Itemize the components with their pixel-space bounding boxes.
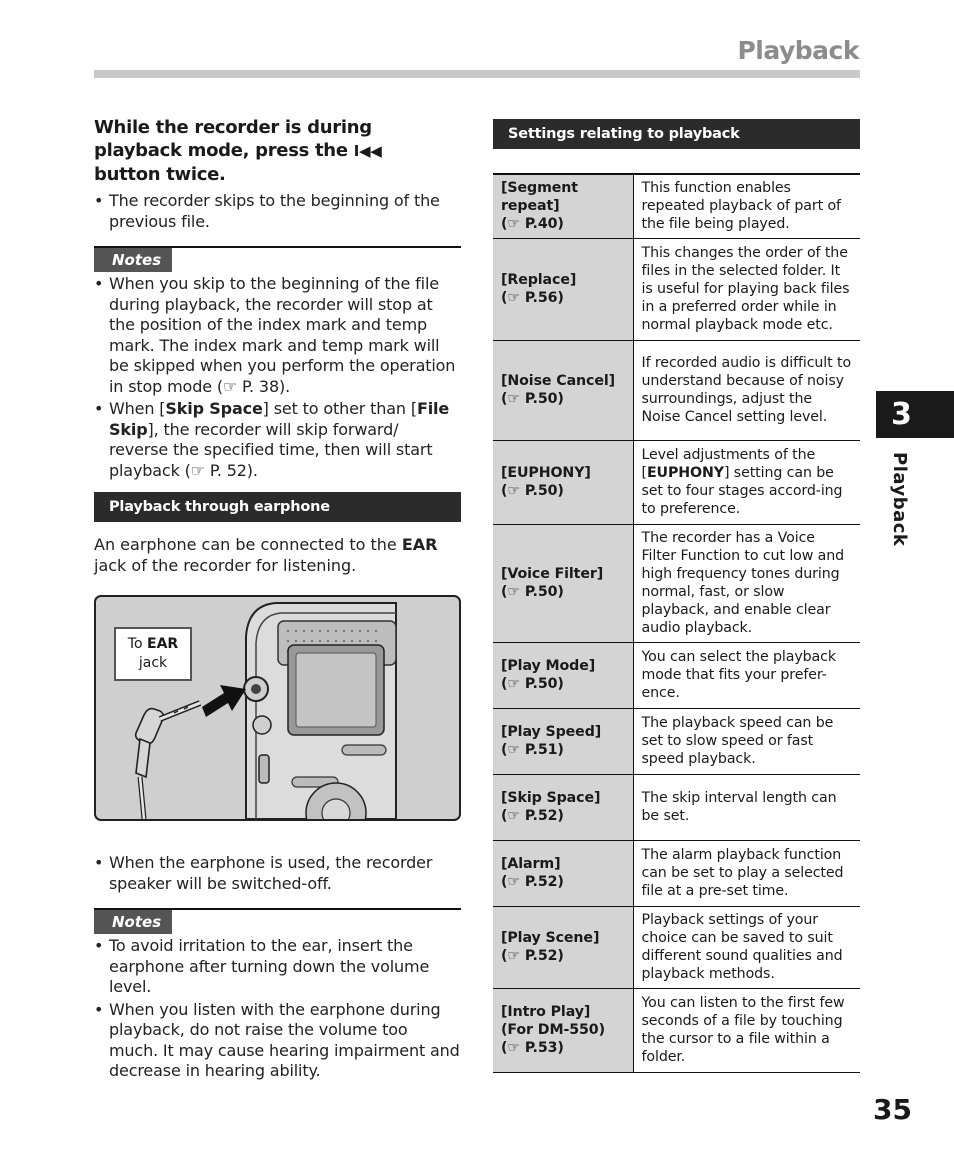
setting-name-cell — [493, 642, 633, 708]
section-bar-earphone: Playback through earphone — [94, 492, 461, 522]
setting-name: [Replace] — [501, 272, 577, 288]
setting-name-cell — [493, 524, 633, 642]
list-item: • When the earphone is used, the recorder speaker will be switched-off. — [94, 853, 461, 894]
setting-description: You can select the playback mode that fits your prefer-ence. — [633, 642, 860, 708]
page-reference: (☞ P.50) — [501, 483, 564, 499]
page-reference: (☞ P.50) — [501, 676, 564, 692]
page-reference: (☞ P.53) — [501, 1040, 564, 1056]
table-row — [493, 708, 860, 774]
setting-name: [Play Speed] — [501, 724, 602, 740]
list-item: • The recorder skips to the beginning of the previous file. — [94, 191, 461, 232]
setting-name-cell — [493, 774, 633, 840]
setting-name-cell — [493, 174, 633, 238]
setting-name: [Noise Cancel] — [501, 373, 616, 389]
title-rule — [94, 70, 860, 78]
page-reference: (☞ P.52) — [501, 948, 564, 964]
notes-label: Notes — [94, 910, 172, 934]
table-row — [493, 988, 860, 1072]
ear-jack-callout: To EAR jack — [114, 627, 192, 681]
list-item: • When [Skip Space] set to other than [File Skip], the recorder will skip forward/ reverse the specified time, then will start playback (☞ P. 52). — [94, 399, 461, 481]
setting-description: You can listen to the first few seconds of a file by touching the cursor to a file within a folder. — [633, 988, 860, 1072]
list-item: • When you skip to the beginning of the file during playback, the recorder will stop at the position of the index mark and temp mark. The index mark and temp mark will be skipped when you perform the operation in stop mode (☞ P. 38). — [94, 274, 461, 397]
section-bar-settings: Settings relating to playback — [493, 119, 860, 149]
setting-name: [Play Scene] — [501, 930, 600, 946]
notes-list-2 — [94, 936, 461, 1082]
setting-name-cell — [493, 708, 633, 774]
bullet-list-2 — [94, 853, 461, 894]
table-row — [493, 840, 860, 906]
page-reference: (☞ P.40) — [501, 216, 564, 233]
table-row — [493, 774, 860, 840]
page-reference: (☞ P.50) — [501, 584, 564, 600]
setting-description: The alarm playback function can be set to play a selected file at a pre-set time. — [633, 840, 860, 906]
page-reference: (☞ P.51) — [501, 742, 564, 758]
setting-name-cell — [493, 988, 633, 1072]
setting-name-cell — [493, 238, 633, 340]
notes-bar — [94, 246, 461, 272]
setting-description: The skip interval length can be set. — [633, 774, 860, 840]
list-item: • When you listen with the earphone during playback, do not raise the volume too much. It may cause hearing impairment and decrease in hearing ability. — [94, 1000, 461, 1082]
list-item: • To avoid irritation to the ear, insert the earphone after turning down the volume level. — [94, 936, 461, 998]
notes-list — [94, 274, 461, 481]
page-number: 35 — [873, 1093, 912, 1126]
chapter-tab: 3 — [876, 391, 954, 438]
right-column — [493, 119, 860, 1073]
page-reference: (☞ P.56) — [501, 290, 564, 306]
setting-description: Playback settings of your choice can be saved to suit different sound qualities and playback methods. — [633, 906, 860, 988]
setting-name: [EUPHONY] — [501, 465, 591, 481]
page-reference: (☞ P.50) — [501, 391, 564, 407]
page-reference: (☞ P.52) — [501, 808, 564, 824]
settings-table — [493, 173, 860, 1073]
table-row — [493, 238, 860, 340]
page-title: Playback — [737, 36, 859, 65]
skip-back-icon: I◀◀ — [353, 142, 382, 160]
setting-name-cell — [493, 440, 633, 524]
setting-name-cell — [493, 906, 633, 988]
setting-description: The playback speed can be set to slow speed or fast speed playback. — [633, 708, 860, 774]
bullet-list — [94, 191, 461, 232]
table-row — [493, 642, 860, 708]
left-column — [94, 116, 461, 1082]
setting-name: [Intro Play] (For DM-550) — [501, 1004, 605, 1038]
chapter-label: Playback — [889, 452, 910, 547]
setting-name: [Voice Filter] — [501, 566, 604, 582]
setting-description: If recorded audio is difficult to understand because of noisy surroundings, adjust the Noise Cancel setting level. — [633, 340, 860, 440]
notes-label: Notes — [94, 248, 172, 272]
setting-description: This function enables repeated playback of part of the file being played. — [633, 174, 860, 238]
setting-name-cell — [493, 340, 633, 440]
setting-description: This changes the order of the files in the selected folder. It is useful for playing back files in a preferred order while in normal playback mode etc. — [633, 238, 860, 340]
setting-name: [Skip Space] — [501, 790, 601, 806]
table-row — [493, 174, 860, 238]
earphone-illustration — [94, 595, 461, 821]
setting-name: [Play Mode] — [501, 658, 596, 674]
setting-description: The recorder has a Voice Filter Function to cut low and high frequency tones during normal, fast, or slow playback, and enable clear audio playback. — [633, 524, 860, 642]
notes-bar — [94, 908, 461, 934]
table-row — [493, 440, 860, 524]
setting-name: [Segment repeat] — [501, 180, 578, 215]
earphone-paragraph: An earphone can be connected to the EAR jack of the recorder for listening. — [94, 535, 438, 575]
setting-name: [Alarm] — [501, 856, 561, 872]
setting-description: Level adjustments of the [EUPHONY] setting can be set to four stages accord-ing to preference. — [633, 440, 860, 524]
table-row — [493, 524, 860, 642]
table-row — [493, 340, 860, 440]
table-row — [493, 906, 860, 988]
setting-name-cell — [493, 840, 633, 906]
page-reference: (☞ P.52) — [501, 874, 564, 890]
section-heading: While the recorder is during playback mode, press the I◀◀ button twice. — [94, 117, 382, 185]
